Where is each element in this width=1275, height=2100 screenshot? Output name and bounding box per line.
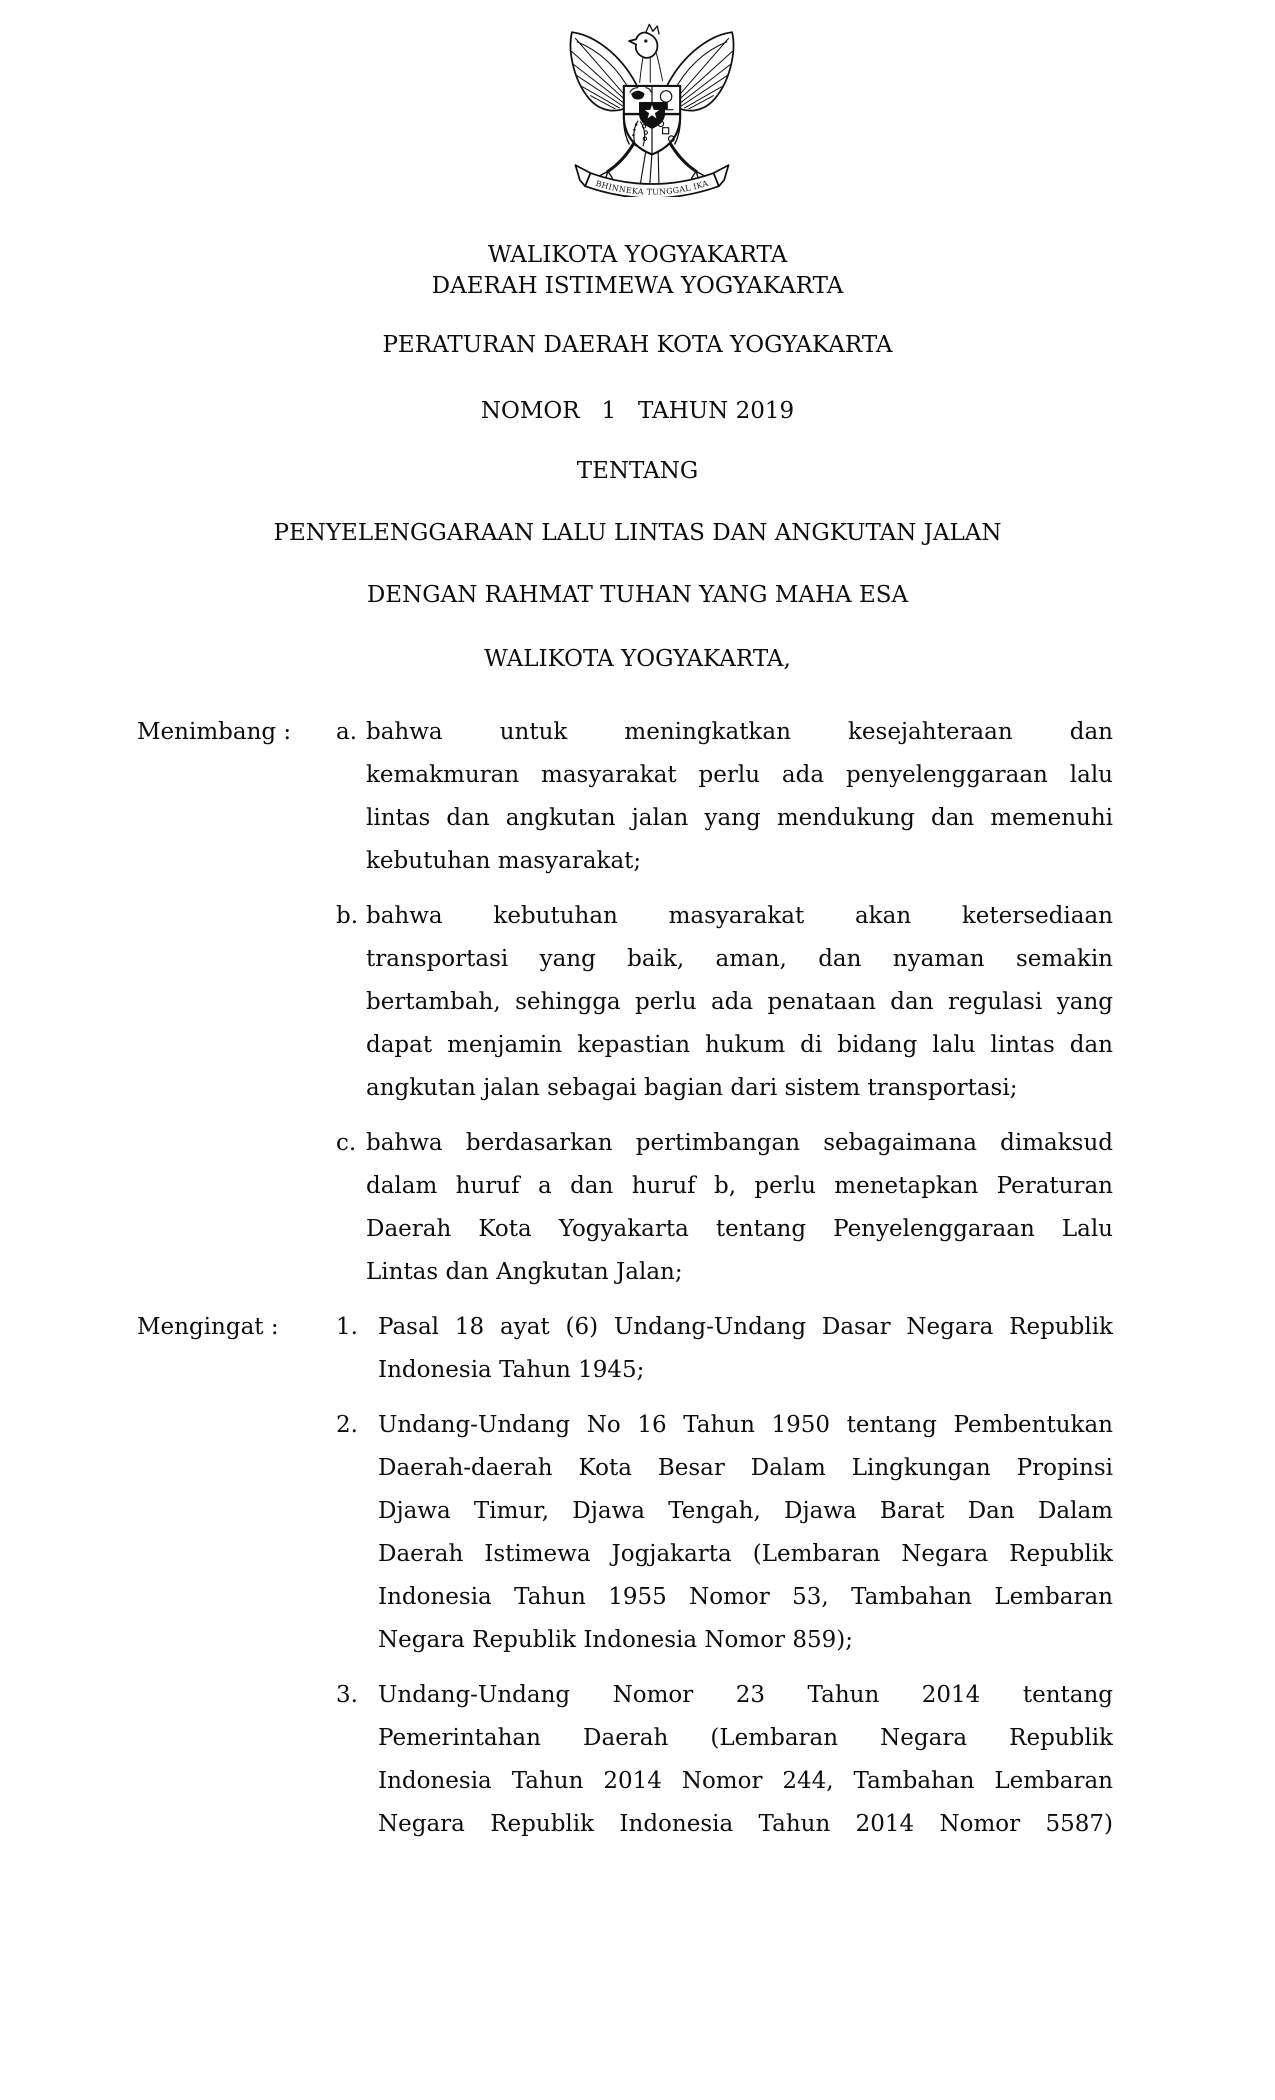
document-header [0, 240, 1275, 674]
text-line: Djawa Timur, Djawa Tengah, Djawa Barat Dan Dalam [378, 1498, 1113, 1524]
item-lines [378, 1404, 1113, 1662]
text-line: Indonesia Tahun 1955 Nomor 53, Tambahan Lembaran [378, 1584, 1113, 1610]
preamble [0, 711, 1275, 1858]
item-lines [378, 1306, 1113, 1392]
clause-item-list [336, 1306, 1113, 1858]
legal-basis-section [137, 1306, 1113, 1858]
text-line: Undang-Undang Nomor 23 Tahun 2014 tentang [378, 1682, 1113, 1708]
text-line: Pemerintahan Daerah (Lembaran Negara Republik [378, 1725, 1113, 1751]
clause-item [336, 1306, 1113, 1392]
text-line: Negara Republik Indonesia Tahun 2014 Nomor 5587) [378, 1811, 1113, 1837]
text-line: Daerah-daerah Kota Besar Dalam Lingkungan Propinsi [378, 1455, 1113, 1481]
regulation-number: NOMOR 1 TAHUN 2019 [480, 398, 795, 424]
text-line: kemakmuran masyarakat perlu ada penyelenggaraan lalu [366, 762, 1113, 788]
clause-row [137, 711, 1113, 1306]
text-line: Lintas dan Angkutan Jalan; [366, 1259, 683, 1285]
garuda-pancasila-emblem [564, 10, 740, 197]
clause-item [336, 1404, 1113, 1662]
text-line: Indonesia Tahun 2014 Nomor 244, Tambahan Lembaran [378, 1768, 1113, 1794]
regulation-title: PERATURAN DAERAH KOTA YOGYAKARTA [382, 332, 893, 358]
clause-item [336, 895, 1113, 1110]
text-line: lintas dan angkutan jalan yang mendukung dan memenuhi [366, 805, 1113, 831]
org-line-2: DAERAH ISTIMEWA YOGYAKARTA [431, 273, 844, 299]
emblem-motto: BHINNEKA TUNGGAL IKA [593, 178, 710, 197]
text-line: Undang-Undang No 16 Tahun 1950 tentang Pembentukan [378, 1412, 1113, 1438]
clause-item-list [336, 711, 1113, 1306]
clause-label: Menimbang : [137, 719, 292, 745]
item-lines [378, 1674, 1113, 1846]
item-marker: 3. [336, 1682, 358, 1708]
text-line: bertambah, sehingga perlu ada penataan dan regulasi yang [366, 989, 1113, 1015]
item-lines [366, 711, 1113, 883]
text-line: bahwa untuk meningkatkan kesejahteraan dan [366, 719, 1113, 745]
text-line: Indonesia Tahun 1945; [378, 1357, 645, 1383]
clause-label: Mengingat : [137, 1314, 279, 1340]
text-line: angkutan jalan sebagai bagian dari sistem transportasi; [366, 1075, 1018, 1101]
text-line: Daerah Istimewa Jogjakarta (Lembaran Negara Republik [378, 1541, 1113, 1567]
text-line: dalam huruf a dan huruf b, perlu menetapkan Peraturan [366, 1173, 1113, 1199]
eagle-head-icon [629, 24, 662, 82]
text-line: kebutuhan masyarakat; [366, 848, 642, 874]
text-line: Negara Republik Indonesia Nomor 859); [378, 1627, 853, 1653]
item-lines [366, 895, 1113, 1110]
clause-item [336, 1122, 1113, 1294]
invocation-line: DENGAN RAHMAT TUHAN YANG MAHA ESA [366, 582, 909, 608]
regulation-subject: PENYELENGGARAAN LALU LINTAS DAN ANGKUTAN JALAN [273, 520, 1002, 546]
item-marker: 2. [336, 1412, 358, 1438]
item-marker: a. [336, 719, 358, 745]
item-marker: b. [336, 903, 359, 929]
clause-row [137, 1306, 1113, 1858]
text-line: Daerah Kota Yogyakarta tentang Penyelenggaraan Lalu [366, 1216, 1113, 1242]
about-label: TENTANG [576, 458, 699, 484]
text-line: dapat menjamin kepastian hukum di bidang lalu lintas dan [366, 1032, 1113, 1058]
issuing-authority: WALIKOTA YOGYAKARTA, [484, 646, 791, 672]
issuing-office-block [0, 240, 1275, 302]
text-line: bahwa kebutuhan masyarakat akan ketersediaan [366, 903, 1113, 929]
clause-item [336, 711, 1113, 883]
item-lines [366, 1122, 1113, 1294]
item-marker: c. [336, 1130, 357, 1156]
org-line-1: WALIKOTA YOGYAKARTA [487, 242, 788, 268]
clause-item [336, 1674, 1113, 1846]
text-line: bahwa berdasarkan pertimbangan sebagaimana dimaksud [366, 1130, 1113, 1156]
item-marker: 1. [336, 1314, 358, 1340]
emblem-container [0, 0, 1275, 197]
text-line: Pasal 18 ayat (6) Undang-Undang Dasar Negara Republik [378, 1314, 1113, 1340]
text-line: transportasi yang baik, aman, dan nyaman semakin [366, 946, 1113, 972]
considerations-section [137, 711, 1113, 1306]
